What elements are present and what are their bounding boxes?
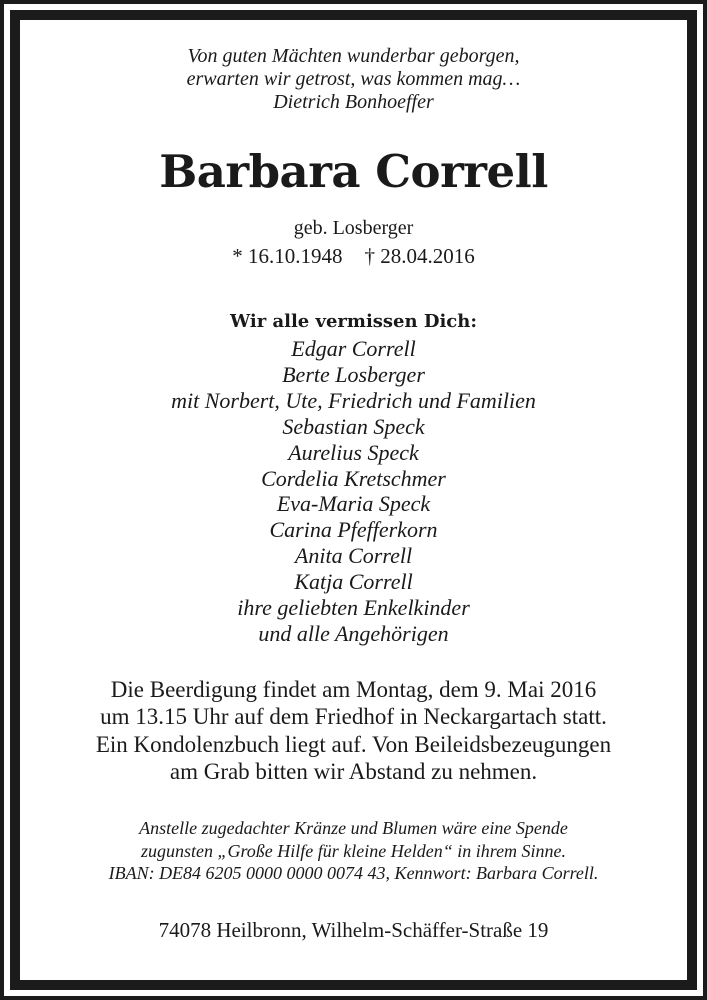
- mourner-name: und alle Angehörigen: [258, 620, 449, 646]
- mourner-name: mit Norbert, Ute, Friedrich und Familien: [171, 387, 536, 413]
- deceased-name: Barbara Correll: [159, 145, 548, 198]
- mourner-name: Edgar Correll: [291, 336, 416, 361]
- birth-name: geb. Losberger: [293, 217, 414, 239]
- quote-line: Von guten Mächten wunderbar geborgen,: [187, 45, 520, 67]
- donation-iban: IBAN: DE84 6205 0000 0000 0074 43, Kennwort: Barbara Correll.: [108, 863, 599, 883]
- bonhoeffer-quote: [20, 45, 687, 114]
- mourner-name: Anita Correll: [294, 543, 413, 569]
- life-dates: [20, 242, 687, 270]
- donation-request: [20, 817, 687, 885]
- mourner-name: Berte Losberger: [282, 361, 425, 387]
- mourner-name: Eva-Maria Speck: [276, 491, 431, 517]
- family-address: 74078 Heilbronn, Wilhelm-Schäffer-Straße 19: [158, 918, 549, 942]
- mourner-name: Katja Correll: [294, 569, 413, 595]
- death-date: † 28.04.2016: [364, 244, 475, 268]
- donation-line: zugunsten „Große Hilfe für kleine Helden“ in ihrem Sinne.: [140, 840, 567, 861]
- funeral-line: am Grab bitten wir Abstand zu nehmen.: [169, 758, 538, 784]
- mourner-name: Sebastian Speck: [282, 413, 425, 439]
- funeral-line: um 13.15 Uhr auf dem Friedhof in Neckargartach statt.: [100, 704, 607, 730]
- funeral-line: Die Beerdigung findet am Montag, dem 9. Mai 2016: [110, 677, 597, 702]
- mourners-list: [20, 336, 687, 647]
- mourner-name: Cordelia Kretschmer: [261, 465, 446, 491]
- mourner-name: Carina Pfefferkorn: [269, 517, 438, 543]
- mourners-heading: Wir alle vermissen Dich:: [229, 311, 478, 332]
- donation-line: Anstelle zugedachter Kränze und Blumen wäre eine Spende: [139, 818, 568, 838]
- birth-date: * 16.10.1948: [232, 244, 343, 268]
- quote-author: Dietrich Bonhoeffer: [273, 91, 434, 113]
- mourner-name: ihre geliebten Enkelkinder: [237, 595, 470, 621]
- funeral-line: Ein Kondolenzbuch liegt auf. Von Beileidsbezeugungen: [95, 731, 612, 757]
- quote-line: erwarten wir getrost, was kommen mag…: [186, 68, 521, 90]
- funeral-details: [20, 676, 687, 785]
- mourner-name: Aurelius Speck: [288, 439, 419, 465]
